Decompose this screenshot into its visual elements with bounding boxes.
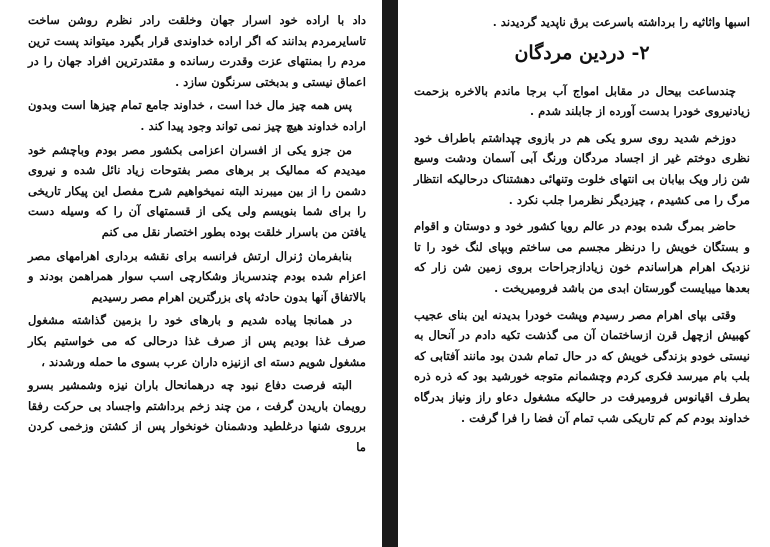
left-page [0, 0, 382, 547]
left-paragraph-2: پس همه چیز مال خدا است ، خداوند جامع تمام چیزها است وبدون اراده خداوند هیچ چیز نمی تواند وجود پیدا کند . [28, 98, 366, 133]
left-paragraph-6: البته فرصت دفاع نبود چه درهمانحال باران نیزه وشمشیر بسرو رویمان باریدن گرفت ، من چند زخم برداشتم واجساد بی حرکت رفقا برروی شنها درغلطید ودشمنان خونخوار پس از کشتن وزخمی کردن ما [28, 378, 366, 454]
right-top-line: اسبها واثاثیه را برداشته باسرعت برق ناپدید گردیدند . [492, 15, 750, 29]
page-gutter [382, 0, 398, 547]
right-paragraph-1: چندساعت بیحال در مقابل امواج آب برجا ماندم بالاخره بزحمت زیادنیروی خودرا بدست آورده از جابلند شدم . [414, 83, 750, 119]
right-paragraph-3: حاضر بمرگ شده بودم در عالم رویا کشور خود و دوستان و اقوام و بستگان خویش را درنظر مجسم می ساختم وبپای لنگ خود را تا نزدیک اهرام هراساندم خون زیادازجراحات بروی زمین شن زار که بعدها میبایست گورستان ابدی من باشد فرومیریخت . [414, 219, 750, 295]
chapter-title: ۲- دردین مردگان [514, 41, 650, 64]
left-paragraph-3: من جزو یکی از افسران اعزامی بکشور مصر بودم وباچشم خود میدیدم که ممالیک بر برهای مصر بفتوحات زیاد نائل شده و نیروی دشمن را از بین میبرند البته نمیخواهیم شرح مفصل این پیکار تاریخی را برای شما بنویسم ولی یکی از قسمتهای آن را که وسیله دست یافتن من باسرار خلقت بوده بطور اختصار نقل می کنم [28, 142, 366, 239]
right-paragraph-2: دوزخم شدید روی سرو یکی هم در بازوی چپداشتم باطراف خود نظری دوختم غیر از اجساد مردگان ورنگ آبی آسمان ودشت وسیع شن زار ویک بیابان بی انتهای خلوت وتنهائی دهشتناک درحالیکه انتظار مرگ را می کشیدم ، چیزدیگر نظرمرا جلب نکرد . [414, 130, 750, 207]
right-page [398, 0, 770, 547]
left-paragraph-4: بنابفرمان ژنرال ارتش فرانسه برای نقشه برداری اهرامهای مصر اعزام شده بودم چندسرباز وشکارچی اسب سوار همراهمن بودند و بالاتفاق آنها بدون حادثه پای بزرگترین اهرام مصر رسیدیم [28, 248, 366, 304]
left-paragraph-5: در همانجا پیاده شدیم و بارهای خود را بزمین گذاشته مشغول صرف غذا بودیم پس از صرف غذا درحالی که می خواستیم بکار مشغول شویم دسته ای ازنیزه داران عرب بسوی ما حمله ورشدند ، [28, 313, 366, 369]
left-paragraph-1: داد با اراده خود اسرار جهان وخلقت رادر نظرم روشن ساخت تاسایرمردم بدانند که اگر اراده خداوندی قرار بگیرد میتواند پست ترین مردم را بمنتهای عزت وقدرت رسانده و مقتدرترین افراد جهان را در اعماق نیستی و بدبختی سرنگون سازد . [28, 13, 366, 89]
right-paragraph-4: وقتی بپای اهرام مصر رسیدم وپشت خودرا بدیدنه این بنای عجیب کهبیش ازچهل قرن ازساختمان آن می گذشت تکیه دادم در آنحال به نیستی خودو بزندگی خویش که در حال تمام شدن بود مانند آفتابی که بلب بام میرسد فکری کردم وچشمانم متوجه خورشید بود که ذره ذره بطرف اقیانوس فرومیرفت در حالیکه مشغول دعاو راز ونیاز بدرگاه خداوند بودم کم کم تاریکی شب تمام آن فضا را فرا گرفت . [414, 307, 750, 425]
